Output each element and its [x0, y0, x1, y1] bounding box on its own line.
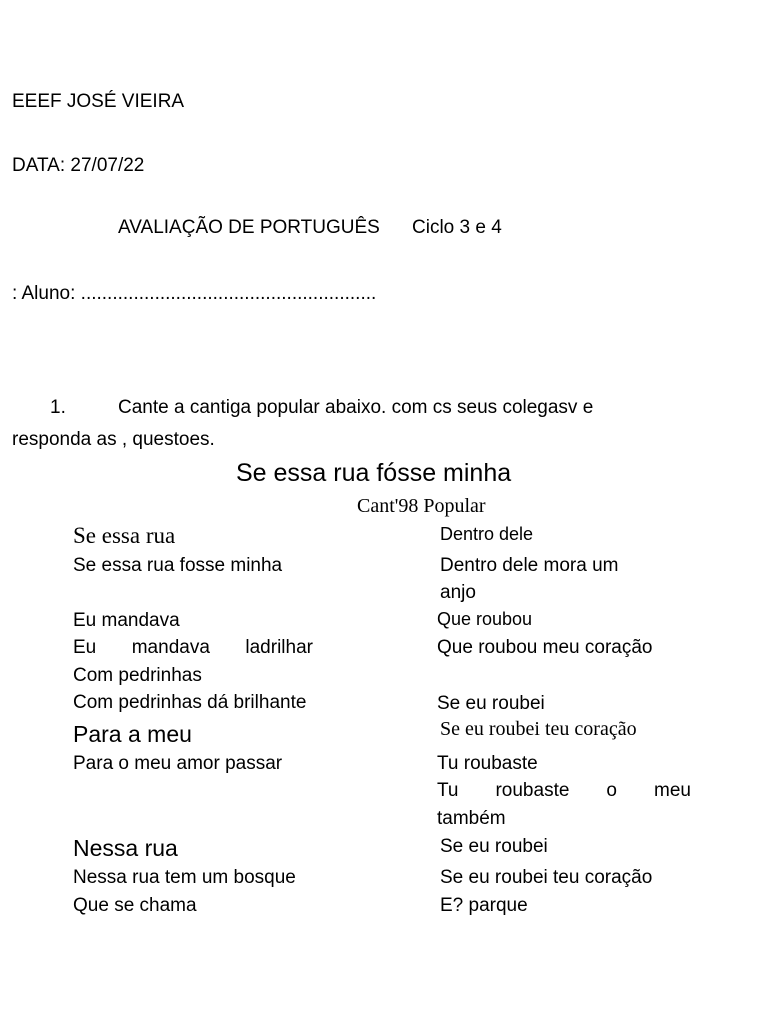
song-title: Se essa rua fósse minha [236, 459, 512, 487]
lyric-right-10: também [437, 808, 506, 829]
exam-cycle: Ciclo 3 e 4 [412, 217, 502, 238]
exam-date: DATA: 27/07/22 [12, 155, 145, 176]
lyric-right-7: Se eu roubei teu coração [440, 718, 637, 740]
lyric-word: roubaste [495, 780, 570, 801]
question-text-line1: Cante a cantiga popular abaixo. com cs seus colegasv e [118, 397, 594, 418]
school-name: EEEF JOSÉ VIEIRA [12, 91, 185, 112]
lyric-word: meu [654, 780, 691, 801]
lyric-left-4 [73, 638, 313, 657]
student-field: : Aluno: ........................................................ [12, 283, 377, 304]
lyric-right-5: Que roubou meu coração [437, 637, 653, 658]
lyric-left-7: Para a meu [73, 721, 192, 747]
lyric-left-9: Nessa rua [73, 835, 178, 861]
question-number: 1. [50, 397, 66, 418]
lyric-right-6: Se eu roubei [437, 693, 545, 714]
lyric-left-6: Com pedrinhas dá brilhante [73, 692, 307, 713]
lyric-right-4: Que roubou [437, 609, 533, 629]
lyric-left-3: Eu mandava [73, 610, 180, 631]
lyric-left-5: Com pedrinhas [73, 665, 202, 686]
question-text-line2: responda as , questoes. [12, 429, 215, 450]
lyric-left-10: Nessa rua tem um bosque [73, 867, 296, 888]
lyric-left-2: Se essa rua fosse minha [73, 555, 283, 576]
exam-title: AVALIAÇÃO DE PORTUGUÊS [118, 217, 380, 238]
lyric-right-12: Se eu roubei teu coração [440, 867, 653, 888]
song-subtitle: Cant'98 Popular [357, 495, 486, 517]
lyric-left-1: Se essa rua [73, 523, 176, 548]
lyric-left-8: Para o meu amor passar [73, 753, 283, 774]
lyric-right-8: Tu roubaste [437, 753, 538, 774]
lyric-word: ladrilhar [245, 637, 313, 658]
lyric-right-3: anjo [440, 582, 476, 603]
lyric-right-11: Se eu roubei [440, 836, 548, 857]
lyric-right-1: Dentro dele [440, 524, 534, 544]
lyric-left-11: Que se chama [73, 895, 197, 916]
lyric-word: mandava [131, 637, 210, 658]
lyric-right-13: E? parque [440, 895, 528, 916]
lyric-word: o [606, 780, 617, 801]
lyric-right-9 [437, 781, 691, 800]
lyric-right-2: Dentro dele mora um [440, 555, 619, 576]
lyric-word: Eu [73, 637, 97, 658]
lyric-word: Tu [437, 780, 459, 801]
